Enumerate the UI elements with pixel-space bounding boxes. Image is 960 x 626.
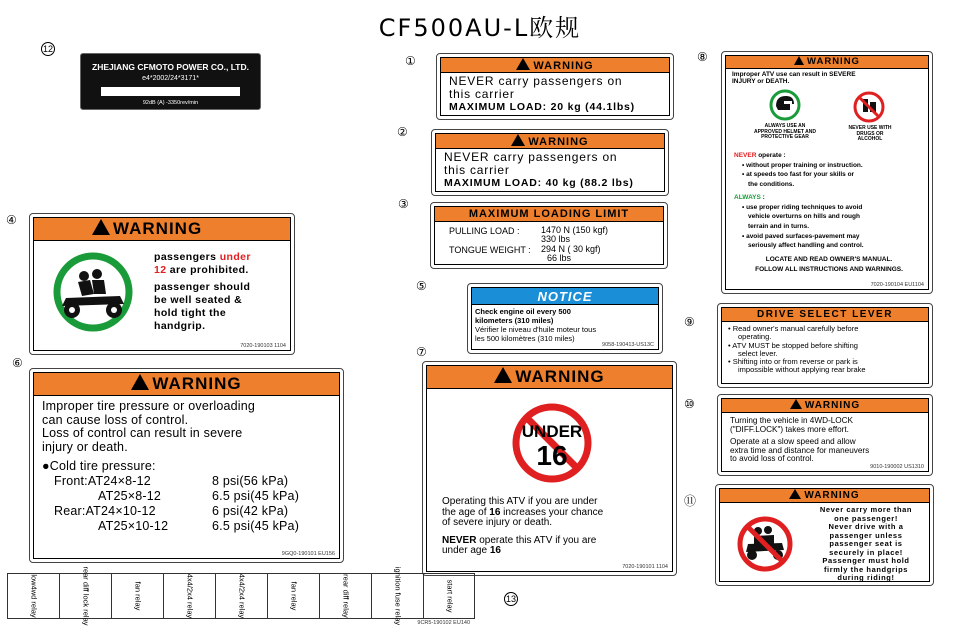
label9-bullet1: • Read owner's manual carefully before [728, 324, 859, 333]
label8-never-2b: the conditions. [748, 181, 795, 189]
warning-triangle-icon [790, 399, 802, 409]
label7-under-text: UNDER [521, 422, 583, 441]
label9-bullet1b: operating. [738, 332, 772, 342]
label-number-11: ⑪ [684, 494, 697, 508]
notice-label-engine-oil [467, 283, 663, 354]
label7-age-text: 16 [536, 440, 568, 471]
label3-pulling-label: PULLING LOAD : [449, 226, 520, 236]
label6-line4: injury or death. [42, 439, 128, 454]
label9-bullet2b: select lever. [738, 348, 778, 358]
warning-label-tire-pressure [29, 368, 344, 563]
label10-line5: to avoid loss of control. [730, 454, 814, 464]
label3-tongue-value1: 294 N ( 30 kgf) [541, 244, 601, 254]
label-number-2: ② [397, 125, 408, 139]
label11-line4: passenger unless [829, 530, 903, 540]
label10-line2: ("DIFF.LOCK") takes more effort. [730, 424, 849, 434]
label6-front-pressure2: 6.5 psi(45 kPa) [212, 488, 300, 503]
label6-cold-title: ●Cold tire pressure: [42, 459, 156, 473]
plate-noise: 92dB (A) -3350rev/min [142, 100, 199, 106]
label6-code: 9GQ0-190101 EU156 [281, 551, 335, 557]
label8-always-colon: : [760, 193, 765, 201]
label6-line2: can cause loss of control. [42, 412, 189, 427]
label8-always-2: • avoid paved surfaces-pavement may [742, 232, 860, 240]
label1-max-load: MAXIMUM LOAD: 20 kg (44.1lbs) [449, 101, 635, 113]
warning-triangle-icon [92, 219, 110, 235]
no-extra-passenger-red-icon [730, 514, 800, 574]
label5-code: 9058-190413-US13C [602, 342, 654, 348]
label-number-7: ⑦ [416, 345, 427, 359]
relay-cell: 4x4/2x4 relay [216, 574, 268, 618]
label2-max-load: MAXIMUM LOAD: 40 kg (88.2 lbs) [444, 177, 634, 189]
relay-cell: fan relay [112, 574, 164, 618]
relay-cell: 4x4/2x4 relay [164, 574, 216, 618]
label1-line1: NEVER carry passengers on [449, 74, 623, 88]
label6-front-pressure1: 8 psi(56 kPa) [212, 473, 289, 488]
label4-text6: handgrip. [154, 320, 206, 332]
label9-bullet2: • ATV MUST be stopped before shifting [728, 340, 858, 350]
maximum-loading-limit-label [430, 202, 668, 269]
label11-line8: firmly the handgrips [823, 564, 909, 574]
label8-line2: INJURY or DEATH. [732, 78, 790, 85]
label-number-6: ⑥ [12, 356, 23, 370]
label6-rear-size2: AT25×10-12 [98, 518, 169, 533]
relay-cell: rear diff relay [320, 574, 372, 618]
label6-rear-pressure2: 6.5 psi(45 kPa) [212, 518, 300, 533]
warning-triangle-icon [794, 56, 804, 65]
label8-code: 7020-190104 EU1104 [870, 282, 924, 288]
label10-line4: extra time and distance for maneuvers [730, 445, 870, 455]
label11-line5: passenger seat is [829, 539, 903, 548]
label-number-9: ⑨ [684, 315, 695, 329]
warning-label-4wd-lock [717, 394, 933, 476]
no-drugs-alcohol-red-icon [850, 90, 888, 124]
warning-label-passenger-age-12 [29, 213, 295, 355]
label5-line4: les 500 kilomètres (310 miles) [475, 334, 575, 343]
page-title: CF500AU-L欧规 [378, 14, 582, 42]
label8-never-operate: operate : [756, 152, 786, 159]
label6-front-size1: Front:AT24×8-12 [54, 473, 151, 488]
label5-line1: Check engine oil every 500 [475, 307, 571, 316]
label8-never-word: NEVER [734, 152, 757, 159]
label6-line3: Loss of control can result in severe [42, 426, 243, 440]
label7-para2-never: NEVER [442, 534, 477, 546]
label11-header: WARNING [804, 490, 860, 501]
label8-icon2-caption: NEVER USE WITH DRUGS OR ALCOHOL [848, 125, 892, 142]
label-number-12: 12 [42, 44, 53, 54]
label3-tongue-label: TONGUE WEIGHT : [449, 245, 531, 255]
helmet-required-green-icon [766, 88, 804, 122]
label4-text5: hold tight the [154, 307, 227, 319]
label3-pulling-value2: 330 lbs [541, 234, 571, 244]
label-number-5: ⑤ [416, 279, 427, 293]
label7-header: WARNING [515, 367, 605, 386]
label8-always-word: ALWAYS [734, 193, 761, 201]
relay-cell: ignition fuse relay [372, 574, 424, 618]
warning-triangle-icon [511, 134, 525, 146]
label13-code: 9CR5-190102 EU140 [417, 620, 470, 626]
relay-cell: low4wd relay [8, 574, 60, 618]
label4-text1b: under [219, 251, 251, 263]
label7-para2-line2: under age [442, 545, 490, 556]
atv-with-passenger-green-icon [42, 250, 144, 334]
plate-company: ZHEJIANG CFMOTO POWER CO., LTD. [92, 62, 249, 72]
label7-para1-line2b: increases your chance [500, 506, 604, 518]
label7-para1-line3: of severe injury or death. [442, 517, 553, 528]
plate-approval: e4*2002/24*3171* [142, 75, 199, 82]
relay-cell: rear diff lock relay [60, 574, 112, 618]
label2-header: WARNING [528, 136, 589, 148]
label10-line1: Turning the vehicle in 4WD-LOCK [730, 416, 854, 425]
label3-pulling-value1: 1470 N (150 kgf) [541, 225, 609, 235]
label8-always-1c: terrain and in turns. [748, 222, 810, 230]
label11-line6: securely in place! [829, 547, 903, 557]
relay-cell: start relay [445, 579, 454, 613]
label-number-3: ③ [398, 197, 409, 211]
label-number-1: ① [405, 54, 416, 68]
label8-always-1: • use proper riding techniques to avoid [742, 203, 863, 211]
warning-triangle-icon [516, 58, 530, 70]
label9-bullet3b: impossible without applying rear brake [738, 365, 866, 375]
label10-code: 9010-190002 US1310 [870, 464, 924, 470]
warning-label-one-passenger [715, 484, 934, 586]
label3-tongue-value2: 66 lbs [547, 253, 572, 263]
label5-line2: kilometers (310 miles) [475, 316, 554, 325]
label6-rear-pressure1: 6 psi(42 kPa) [212, 503, 289, 518]
label11-line1: Never carry more than [819, 505, 913, 514]
label4-text2b: are prohibited. [166, 264, 249, 276]
label1-line2: this carrier [449, 87, 515, 101]
label9-bullet3: • Shifting into or from reverse or park is [728, 357, 858, 367]
label8-always-1b: vehicle overturns on hills and rough [748, 213, 860, 221]
label6-rear-size1: Rear:AT24×10-12 [54, 503, 156, 518]
label7-para1-age: 16 [489, 506, 501, 518]
label2-line2: this carrier [444, 163, 510, 177]
label11-line9: during riding! [837, 573, 895, 582]
label1-header: WARNING [533, 60, 594, 72]
warning-label-carrier-40kg [431, 129, 669, 196]
label4-header: WARNING [113, 219, 203, 238]
label4-text2a: 12 [154, 264, 167, 276]
label-number-8: ⑧ [697, 50, 708, 64]
label11-line2: one passenger! [834, 513, 898, 523]
label4-text3: passenger should [154, 281, 251, 293]
label5-line3: Vérifier le niveau d'huile moteur tous [475, 325, 597, 334]
warning-label-improper-atv-use [721, 51, 933, 294]
label7-para1-line1: Operating this ATV if you are under [442, 496, 598, 507]
label10-line3: Operate at a slow speed and allow [730, 437, 856, 447]
label8-always-2b: seriously affect handling and control. [748, 242, 864, 250]
relay-identification-strip [7, 566, 475, 626]
drive-select-lever-label [717, 303, 933, 388]
label4-code: 7020-190103 1104 [240, 343, 286, 349]
label9-header: DRIVE SELECT LEVER [722, 308, 928, 322]
relay-cell: fan relay [268, 574, 320, 618]
label6-front-size2: AT25×8-12 [98, 488, 162, 503]
label5-header: NOTICE [472, 288, 658, 305]
warning-triangle-icon [789, 489, 801, 499]
plate-vin-field [101, 87, 240, 96]
label4-text4: be well seated & [154, 294, 243, 306]
label2-line1: NEVER carry passengers on [444, 150, 618, 164]
label3-header: MAXIMUM LOADING LIMIT [435, 207, 663, 222]
label7-para1-line2a: the age of [442, 506, 490, 518]
label11-line7: Passenger must hold [822, 556, 910, 565]
label6-line1: Improper tire pressure or overloading [42, 399, 256, 413]
label8-never-2: • at speeds too fast for your skills or [742, 171, 855, 179]
label11-line3: Never drive with a [828, 522, 904, 531]
label8-never-1: • without proper training or instruction. [742, 161, 863, 169]
label7-para2-age: 16 [489, 545, 501, 556]
label6-header: WARNING [152, 374, 242, 393]
warning-triangle-icon [494, 367, 512, 383]
label8-footer1: LOCATE AND READ OWNER'S MANUAL. [765, 256, 893, 264]
label8-footer2: FOLLOW ALL INSTRUCTIONS AND WARNINGS. [755, 265, 903, 273]
label10-header: WARNING [804, 400, 861, 411]
warning-label-carrier-20kg [436, 53, 674, 120]
nameplate [80, 53, 261, 110]
label-number-13: 13 [505, 594, 516, 604]
label8-icon1-caption: ALWAYS USE AN APPROVED HELMET AND PROTECTIVE GEAR [753, 123, 817, 140]
warning-label-under-16 [422, 361, 677, 576]
label8-header: WARNING [807, 56, 860, 67]
warning-triangle-icon [131, 374, 149, 390]
label-number-4: ④ [6, 213, 17, 227]
label-number-10: ⑩ [684, 397, 695, 411]
label4-text1a: passengers [154, 251, 220, 263]
label7-code: 7020-190101 1104 [622, 564, 668, 570]
label8-line1: Improper ATV use can result in SEVERE [732, 71, 856, 78]
label7-para2-line1: operate this ATV if you are [476, 534, 597, 546]
